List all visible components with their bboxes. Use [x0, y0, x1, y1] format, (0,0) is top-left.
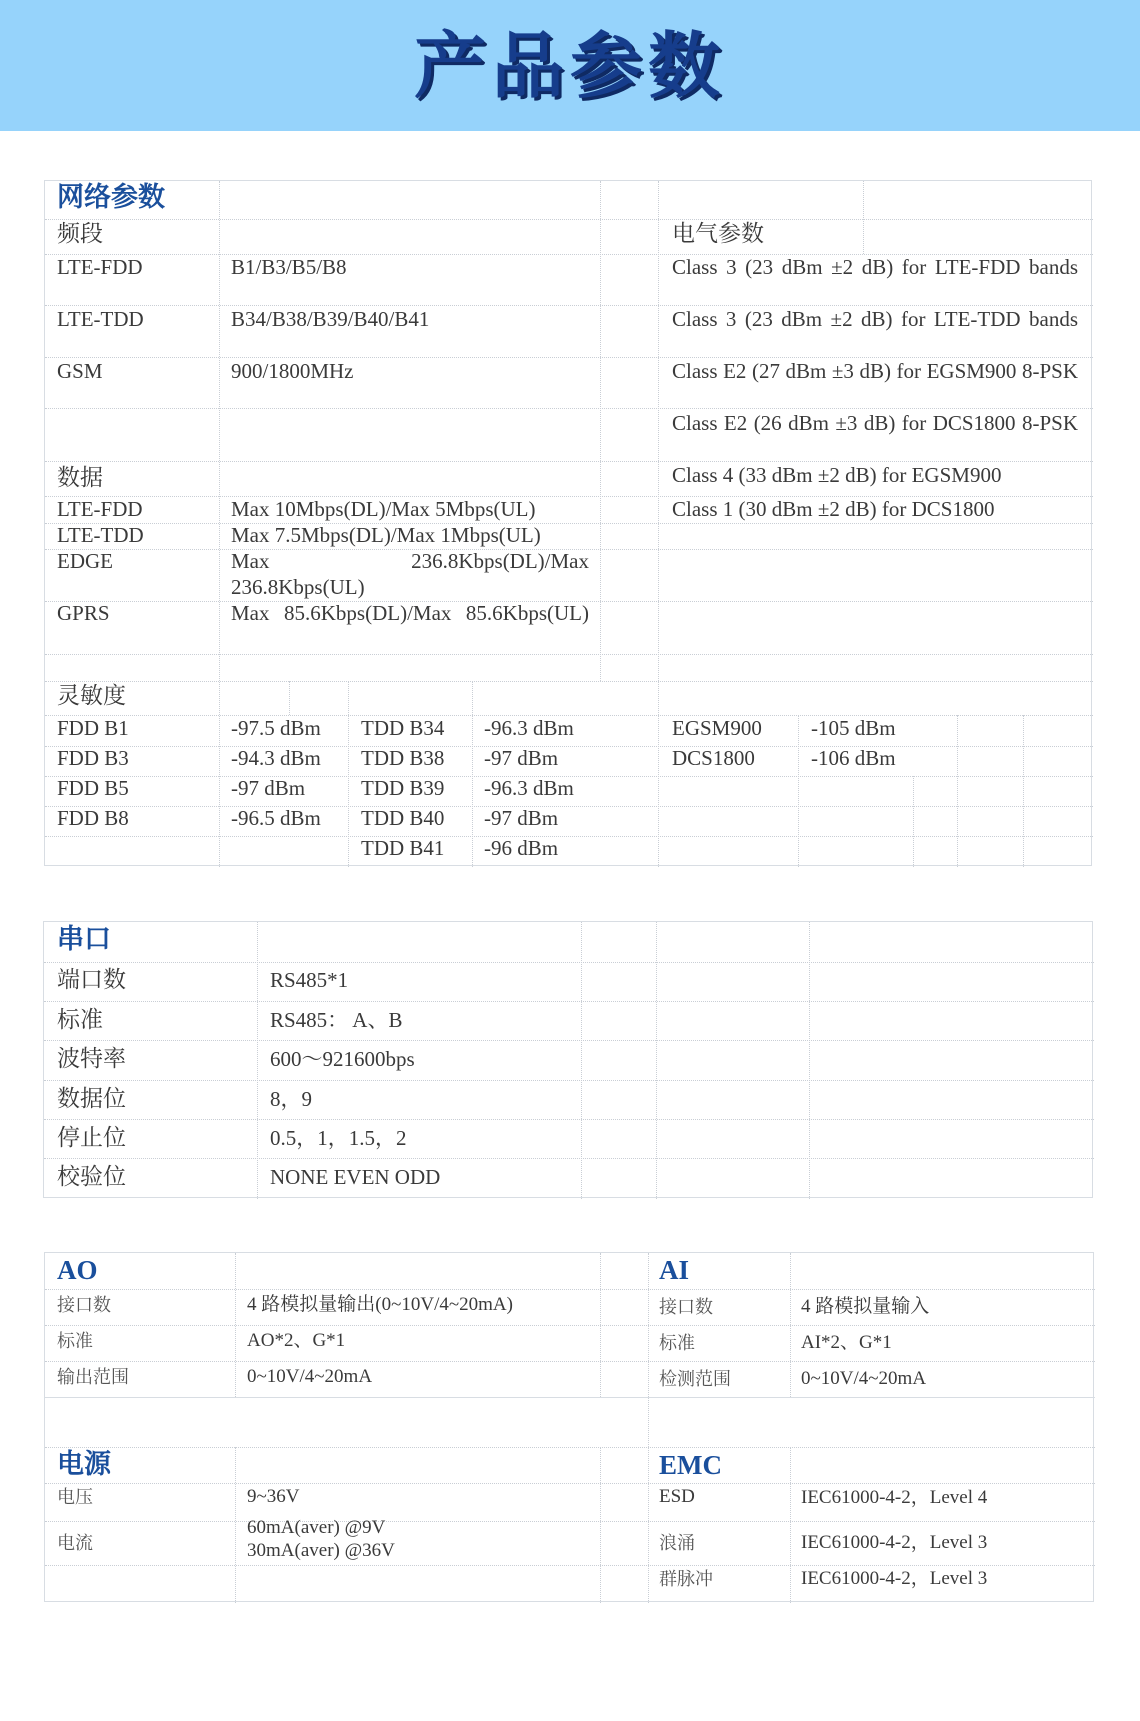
sens-tdd-label: TDD B34 — [361, 716, 445, 740]
ao-value: AO*2、G*1 — [247, 1330, 346, 1351]
serial-label: 波特率 — [57, 1046, 126, 1072]
serial-value: RS485*1 — [270, 968, 349, 992]
ao-value: 4 路模拟量输出(0~10V/4~20mA) — [247, 1294, 513, 1315]
elec-lte-tdd: Class 3 (23 dBm ±2 dB) for LTE-TDD bands — [672, 307, 1078, 331]
serial-table — [43, 921, 1093, 1198]
emc-label: 浪涌 — [659, 1533, 695, 1554]
sens-fdd-value: -97.5 dBm — [231, 716, 321, 740]
current-value-36v: 30mA(aver) @36V — [247, 1540, 395, 1561]
data-label-gprs: GPRS — [57, 601, 110, 625]
ao-label: 接口数 — [57, 1295, 111, 1316]
sens-fdd-label: FDD B8 — [57, 806, 129, 830]
sens-fdd-value: -96.5 dBm — [231, 806, 321, 830]
emc-value: IEC61000-4-2，Level 4 — [801, 1487, 988, 1508]
data-label-lte-fdd: LTE-FDD — [57, 497, 143, 521]
sens-tdd-label: TDD B41 — [361, 836, 445, 860]
sens-fdd-label: FDD B1 — [57, 716, 129, 740]
emc-label: 群脉冲 — [659, 1569, 713, 1590]
elec-dcs1800: Class 1 (30 dBm ±2 dB) for DCS1800 — [672, 497, 995, 521]
ai-label: 检测范围 — [659, 1369, 731, 1390]
emc-value: IEC61000-4-2，Level 3 — [801, 1568, 988, 1589]
serial-label: 端口数 — [57, 967, 126, 993]
data-label-lte-tdd: LTE-TDD — [57, 523, 144, 547]
serial-label: 数据位 — [57, 1086, 126, 1112]
sens-tdd-label: TDD B40 — [361, 806, 445, 830]
emc-heading: EMC — [659, 1450, 722, 1480]
ao-heading: AO — [57, 1255, 98, 1285]
elec-egsm900: Class 4 (33 dBm ±2 dB) for EGSM900 — [672, 463, 1002, 487]
data-value-lte-tdd: Max 7.5Mbps(DL)/Max 1Mbps(UL) — [231, 523, 541, 547]
sensitivity-label: 灵敏度 — [57, 683, 126, 709]
sens-tdd-label: TDD B39 — [361, 776, 445, 800]
sens-gsm-label: DCS1800 — [672, 746, 755, 770]
current-label: 电流 — [57, 1533, 93, 1554]
ai-label: 标准 — [659, 1333, 695, 1354]
sens-tdd-value: -96.3 dBm — [484, 716, 574, 740]
serial-heading: 串口 — [57, 924, 111, 955]
sens-tdd-value: -96 dBm — [484, 836, 559, 860]
ao-label: 输出范围 — [57, 1367, 129, 1388]
band-label-gsm: GSM — [57, 359, 103, 383]
data-label-edge: EDGE — [57, 549, 113, 573]
network-params-table — [44, 180, 1092, 866]
ai-label: 接口数 — [659, 1297, 713, 1318]
elec-dcs1800-8psk: Class E2 (26 dBm ±3 dB) for DCS1800 8-PSK — [672, 411, 1078, 435]
sens-tdd-value: -97 dBm — [484, 746, 559, 770]
sens-gsm-label: EGSM900 — [672, 716, 762, 740]
ai-heading: AI — [659, 1255, 690, 1285]
data-value-lte-fdd: Max 10Mbps(DL)/Max 5Mbps(UL) — [231, 497, 536, 521]
serial-value: 600～921600bps — [270, 1047, 415, 1071]
band-value-gsm: 900/1800MHz — [231, 359, 354, 383]
ao-label: 标准 — [57, 1331, 93, 1352]
sens-fdd-value: -94.3 dBm — [231, 746, 321, 770]
elec-lte-fdd: Class 3 (23 dBm ±2 dB) for LTE-FDD bands — [672, 255, 1078, 279]
band-value-lte-fdd: B1/B3/B5/B8 — [231, 255, 347, 279]
serial-value: 0.5，1，1.5，2 — [270, 1126, 407, 1150]
sens-gsm-value: -106 dBm — [811, 746, 896, 770]
band-label: 频段 — [57, 221, 103, 247]
serial-value: RS485： A、B — [270, 1008, 403, 1032]
emc-label: ESD — [659, 1486, 695, 1507]
serial-value: 8，9 — [270, 1087, 312, 1111]
sens-fdd-label: FDD B3 — [57, 746, 129, 770]
data-value-edge: Max 236.8Kbps(DL)/Max 236.8Kbps(UL) — [231, 549, 589, 599]
ai-value: 4 路模拟量输入 — [801, 1296, 930, 1317]
sens-tdd-label: TDD B38 — [361, 746, 445, 770]
serial-label: 校验位 — [57, 1164, 126, 1190]
sens-fdd-value: -97 dBm — [231, 776, 306, 800]
network-heading: 网络参数 — [57, 182, 165, 213]
ao-value: 0~10V/4~20mA — [247, 1366, 373, 1387]
band-value-lte-tdd: B34/B38/B39/B40/B41 — [231, 307, 430, 331]
emc-value: IEC61000-4-2，Level 3 — [801, 1532, 988, 1553]
voltage-label: 电压 — [57, 1487, 93, 1508]
band-label-lte-fdd: LTE-FDD — [57, 255, 143, 279]
sens-gsm-value: -105 dBm — [811, 716, 896, 740]
sens-fdd-label: FDD B5 — [57, 776, 129, 800]
serial-label: 标准 — [57, 1007, 103, 1033]
voltage-value: 9~36V — [247, 1486, 300, 1507]
ai-value: 0~10V/4~20mA — [801, 1368, 927, 1389]
elec-egsm900-8psk: Class E2 (27 dBm ±3 dB) for EGSM900 8-PSK — [672, 359, 1078, 383]
sens-tdd-value: -96.3 dBm — [484, 776, 574, 800]
data-value-gprs: Max 85.6Kbps(DL)/Max 85.6Kbps(UL) — [231, 601, 589, 625]
current-value-9v: 60mA(aver) @9V — [247, 1517, 386, 1538]
power-heading: 电源 — [57, 1449, 111, 1480]
serial-label: 停止位 — [57, 1125, 126, 1151]
banner — [0, 0, 1140, 131]
page-title: 产品参数 — [413, 24, 726, 108]
ai-value: AI*2、G*1 — [801, 1332, 892, 1353]
electrical-heading: 电气参数 — [672, 221, 764, 247]
band-label-lte-tdd: LTE-TDD — [57, 307, 144, 331]
serial-value: NONE EVEN ODD — [270, 1165, 441, 1189]
sens-tdd-value: -97 dBm — [484, 806, 559, 830]
data-label: 数据 — [57, 465, 103, 491]
